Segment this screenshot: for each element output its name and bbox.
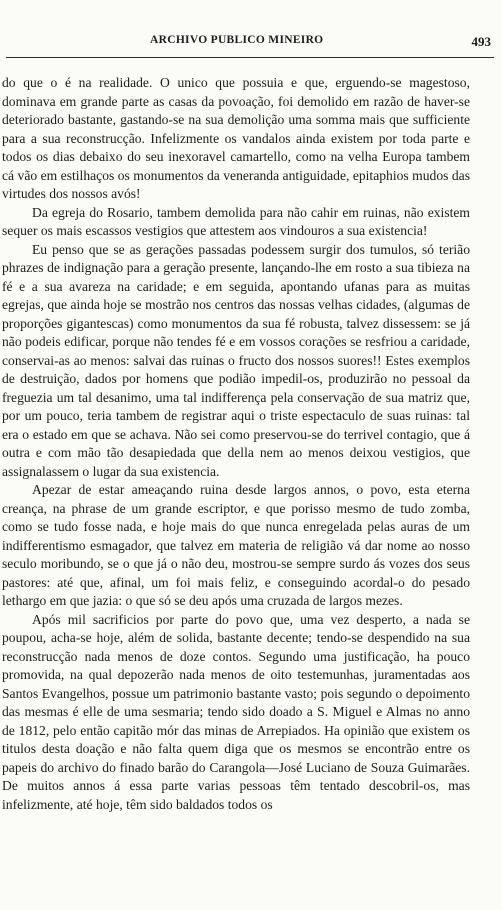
header-rule	[6, 57, 494, 58]
paragraph-3: Eu penso que se as gerações passadas podessem surgir dos tumulos, só terião phrazes de indignação para a geração presente, lançando-lhe em rosto a sua tibieza na fé e a sua avareza na caridade; e em seguida, apontando ufanas para as muitas egrejas, que ainda hoje se mostrão nos centros das nossas velhas cidades, (algumas de proporções gigantescas) como monumentos da sua fé robusta, talvez dissessem: se já não podeis edificar, porque não tendes fé e em vossos corações se resfriou a caridade, conservai-as ao menos: salvai das ruinas o fructo dos nossos suores!! Estes exemplos de destruição, dados por homens que podião impedil-os, produzirão no pessoal da freguezia um tal desanimo, uma tal indifferença pela conservação de sua matriz que, por um pouco, teria tambem de registrar aqui o triste espectaculo de suas ruinas: tal era o estado em que se achava. Não sei como preservou-se do terrivel contagio, que á outra e com mão tão desapiedada que della nem ao menos deixou vestigios, que assignalassem o lugar da sua existencia.	[2, 241, 470, 479]
paragraph-1: do que o é na realidade. O unico que possuia e que, erguendo-se magestoso, dominava em grande parte as casas da povoação, foi demolido em razão de haver-se deteriorado bastante, gastando-se na sua demolição uma somma mais que sufficiente para a sua reconstrucção. Infelizmente os vandalos ainda existem por toda parte e todos os dias debaixo do seu inexoravel camartello, como na velha Europa tambem cá vão em estilhaços os monumentos da veneranda antiguidade, epitaphios mudos das virtudes dos nossos avós!	[2, 75, 470, 201]
paragraph-4: Apezar de estar ameaçando ruina desde largos annos, o povo, esta eterna creança, na phrase de um grande escriptor, e que porisso mesmo de tudo zomba, como se tudo fosse nada, e hoje mais do que nunca enregelada pelas auras de um indifferentismo esmagador, que talvez em materia de religião vá dar nome ao nosso seculo moribundo, se o que já o não deu, mostrou-se sempre surdo ás vozes dos seus pastores: até que, afinal, um foi mais feliz, e conseguindo acordal-o do pesado lethargo em que jazia: o que só se deu após uma cruzada de largos mezes.	[2, 482, 470, 608]
body-text	[2, 74, 470, 814]
page-number: 493	[471, 34, 491, 49]
paragraph-2: Da egreja do Rosario, tambem demolida para não cahir em ruinas, não existem sequer os mais escassos vestigios que attestem aos vindouros a sua existencia!	[2, 204, 470, 238]
page-header	[0, 34, 502, 52]
paragraph-5: Após mil sacrificios por parte do povo que, uma vez desperto, a nada se poupou, acha-se hoje, além de solida, bastante decente; tendo-se despendido na sua reconstrucção nada menos de doze contos. Segundo uma justificação, ha pouco promovida, na qual depozerão nada menos de oito testemunhas, juramentadas aos Santos Evangelhos, possue um patrimonio bastante vasto; pois segundo o depoimento das mesmas é elle de uma sesmaria; tendo sido doado a S. Miguel e Almas no anno de 1812, pelo então capitão mór das minas de Arrepiados. Ha opinião que existem os titulos desta doação e não falta quem diga que os mesmos se encontrão entre os papeis do archivo do finado barão do Carangola—José Luciano de Souza Guimarães. De muitos annos á essa parte varias pessoas têm tentado descobril-os, mas infelizmente, até hoje, têm sido baldados todos os	[2, 611, 470, 812]
running-title: ARCHIVO PUBLICO MINEIRO	[150, 34, 324, 46]
